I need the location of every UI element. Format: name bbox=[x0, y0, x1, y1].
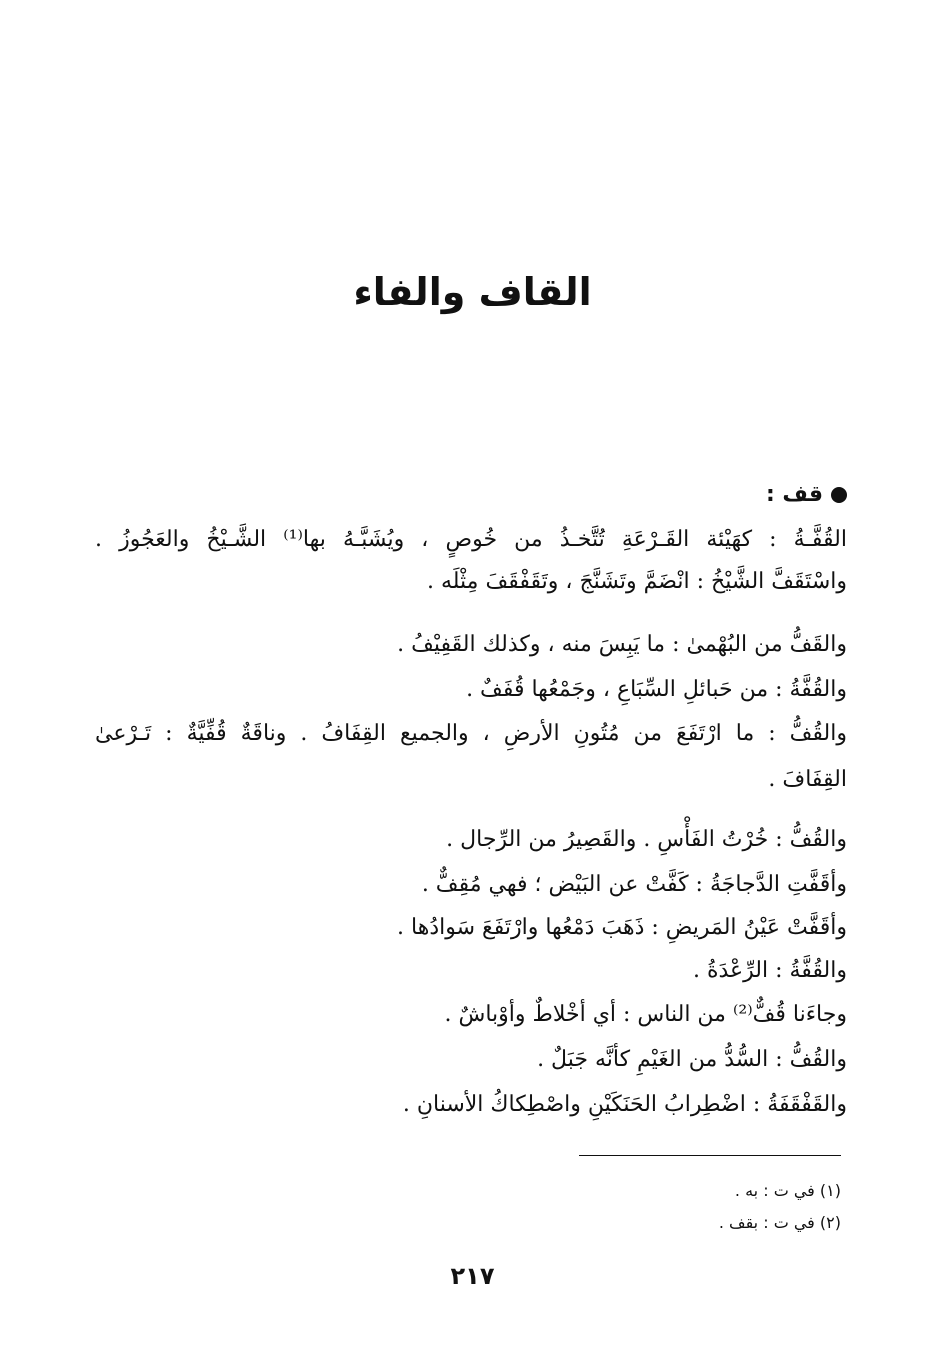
text-line: وأقَفَّتْ عَيْنُ المَريضِ : ذَهَبَ دَمْعُها وارْتَفَعَ سَوادُها . bbox=[397, 915, 847, 940]
text-line: واسْتَقَفَّ الشَّيْخُ : انْضَمَّ وتَشَنَّجَ ، وتَقَفْقَفَ مِثْلَه . bbox=[426, 569, 847, 594]
text-line: القُفَّـةُ : كهَيْئة القَـرْعَةِ تُتَّخـذُ من خُوصٍ ، ويُشَبَّـهُ بها⁽¹⁾ الشَّـيْخُ والعَجُوزُ . bbox=[95, 527, 847, 552]
text-line: والقَفْقَفَةُ : اضْطِرابُ الحَنَكَيْنِ واصْطِكاكُ الأسنانِ . bbox=[402, 1092, 847, 1117]
text-line: والقُفُّ : خُرْتُ الفَأْسِ . والقَصِيرُ من الرِّجال . bbox=[446, 827, 847, 852]
footnote: (٢) في ت : بقف . bbox=[718, 1213, 841, 1232]
entry-heading-label: قف : bbox=[765, 482, 823, 507]
text-line: وأقَفَّتِ الدَّجاجَةُ : كَفَّتْ عن البَيْض ؛ فهي مُقِفٌّ . bbox=[421, 872, 847, 897]
text-line: والقُفُّ : ما ارْتَفَعَ من مُتُونِ الأرضِ ، والجميع القِفَافُ . وناقَةٌ قُفِّيَّةٌ : تَـرْعىٰ bbox=[95, 721, 847, 746]
page-number: ٢١٧ bbox=[450, 1262, 495, 1290]
page-title: القاف والفاء bbox=[353, 270, 592, 314]
entry-heading bbox=[766, 480, 847, 510]
footnote-divider bbox=[579, 1155, 841, 1156]
text-line: والقُفَّةُ : الرِّعْدَةُ . bbox=[692, 958, 847, 983]
bullet-icon bbox=[831, 487, 847, 503]
footnote: (١) في ت : به . bbox=[734, 1181, 841, 1200]
text-line: القِفَافَ . bbox=[768, 767, 847, 792]
text-line: والقُفُّ : السُّدُّ من الغَيْمِ كأنَّه جَبَلٌ . bbox=[537, 1047, 847, 1072]
text-line: والقَفُّ من البُهْمىٰ : ما يَبِسَ منه ، وكذلك القَفِيْفُ . bbox=[397, 632, 847, 657]
text-line: والقُفَّةُ : من حَبائلِ السِّبَاعِ ، وجَمْعُها قُفَفٌ . bbox=[466, 677, 847, 702]
text-line: وجاءَنا قُفٌّ⁽²⁾ من الناس : أي أخْلاطٌ وأوْباشٌ . bbox=[444, 1002, 847, 1027]
